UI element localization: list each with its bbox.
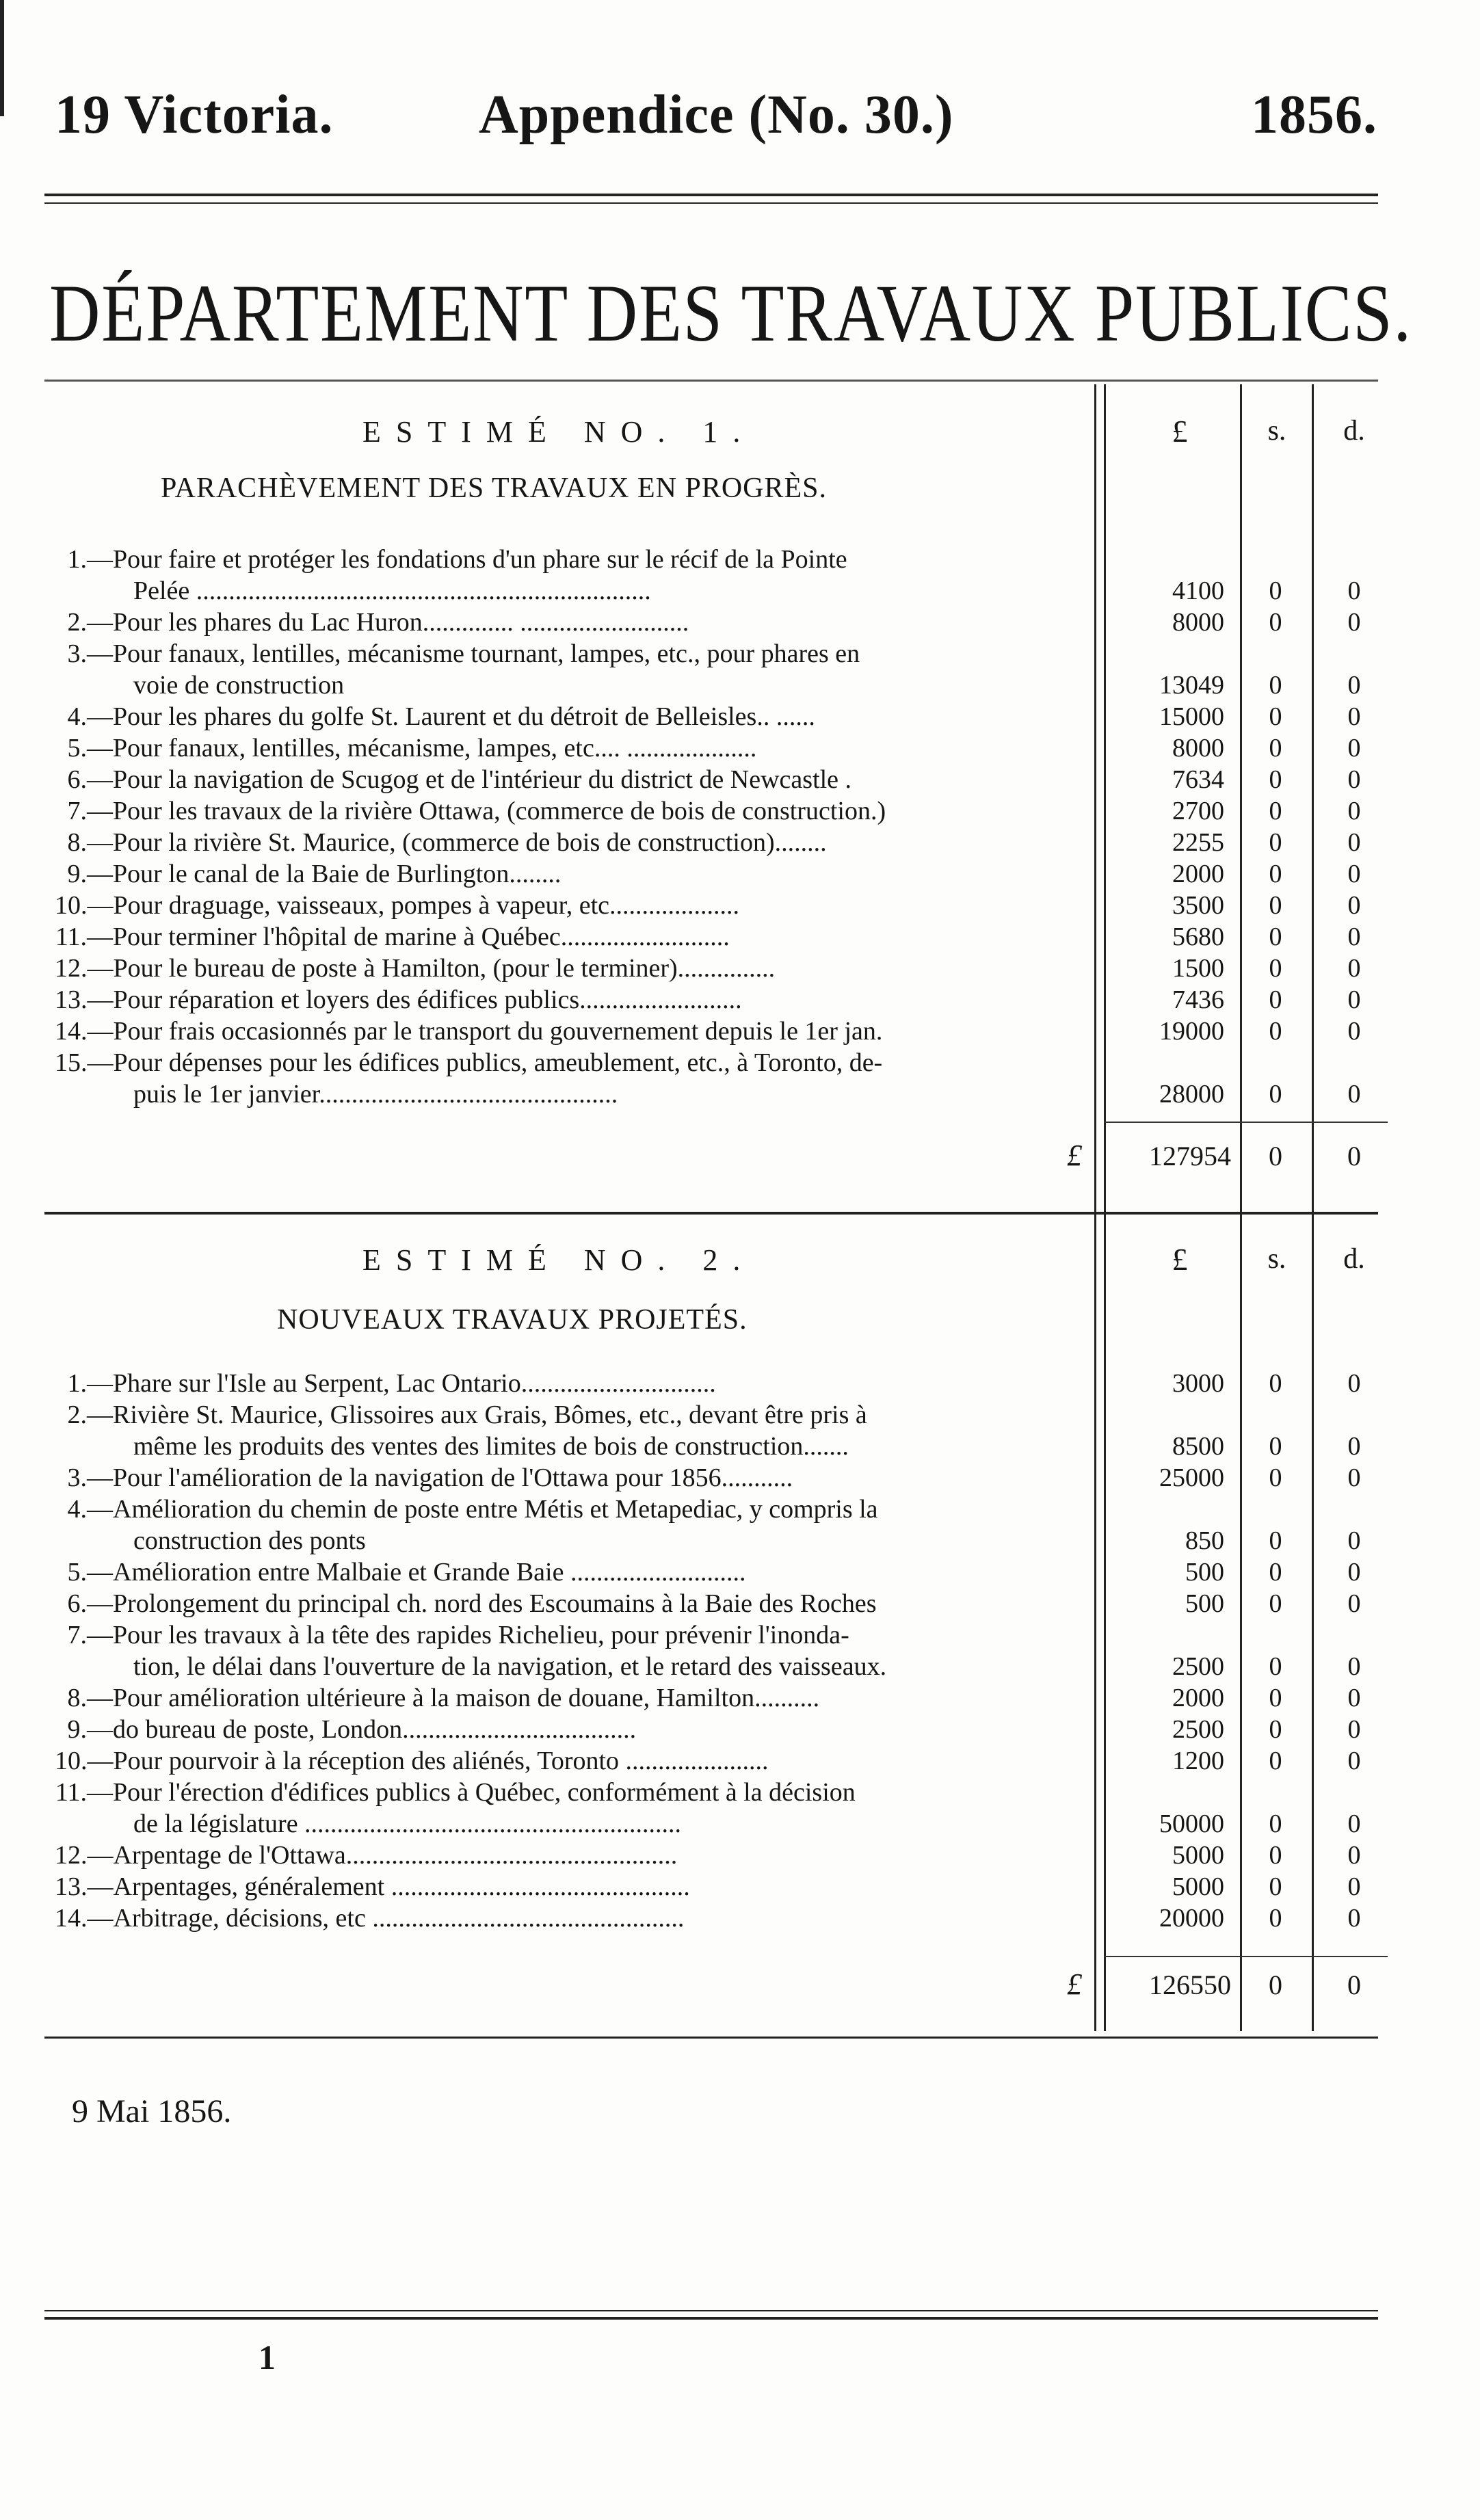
estimate2-subheading: NOUVEAUX TRAVAUX PROJETÉS. [277,1304,748,1336]
amount-shillings: 0 [1269,1589,1282,1618]
item-number: 10.— [55,1747,114,1775]
amount-shillings: 0 [1269,1747,1282,1775]
item-number: 2.— [67,1401,113,1429]
amount-pounds: 2700 [1172,797,1224,825]
title-rule [44,380,1378,382]
item-description: Pour les travaux à la tête des rapides Richelieu, pour prévenir l'inonda- [113,1621,849,1649]
estimate1-total-pence: 0 [1347,1141,1361,1171]
item-number: 14.— [55,1017,114,1046]
item-number: 10.— [55,891,114,920]
item-number: 5.— [67,1558,113,1587]
amount-pence: 0 [1347,1369,1361,1398]
estimate2-bottom-rule [44,2037,1378,2039]
estimate2-item [55,1368,1094,1399]
amount-pence: 0 [1347,702,1361,731]
item-number: 3.— [67,639,113,668]
amount-pence: 0 [1347,671,1361,700]
amount-pounds: 2000 [1172,860,1224,888]
item-description-continued: Pelée ...................................................................... [133,576,651,605]
item-number: 11.— [55,923,113,951]
item-description-continued: même les produits des ventes des limites de bois de construction....... [133,1432,849,1461]
item-description: Pour fanaux, lentilles, mécanisme, lampes, etc.... .................... [113,734,757,762]
amount-pounds: 850 [1185,1526,1224,1555]
estimate1-total-shillings: 0 [1269,1141,1282,1171]
header-rule-bottom [44,202,1378,204]
amount-shillings: 0 [1269,1369,1282,1398]
item-description: Pour amélioration ultérieure à la maison de douane, Hamilton.......... [113,1684,820,1712]
estimate1-heading: ESTIMÉ NO. 1. [362,415,756,449]
amount-shillings: 0 [1269,1715,1282,1744]
amount-shillings: 0 [1269,1526,1282,1555]
item-number: 12.— [55,1841,114,1870]
amount-pence: 0 [1347,1526,1361,1555]
amount-pence: 0 [1347,608,1361,637]
amount-pence: 0 [1347,860,1361,888]
footer-rule-bottom [44,2317,1378,2320]
estimate2-item [55,1745,1094,1777]
amount-pounds: 15000 [1159,702,1224,731]
page-title: DÉPARTEMENT DES TRAVAUX PUBLICS. [49,267,1412,358]
amount-pounds: 5680 [1172,923,1224,951]
amount-pence: 0 [1347,891,1361,920]
item-description: Pour dépenses pour les édifices publics, ameublement, etc., à Toronto, de- [113,1048,883,1077]
shillings-header: s. [1267,415,1286,447]
amount-shillings: 0 [1269,1684,1282,1712]
amount-pounds: 3500 [1172,891,1224,920]
item-number: 4.— [67,702,113,731]
item-number: 2.— [67,608,113,637]
amount-pence: 0 [1347,1080,1361,1109]
pence-header: d. [1343,415,1365,447]
amount-pence: 0 [1347,1809,1361,1838]
amount-shillings: 0 [1269,1432,1282,1461]
estimate1-total-pounds: 127954 [1149,1141,1231,1171]
estimate1-item [55,607,1094,638]
estimate1-item [55,1047,1094,1110]
amount-pounds: 2500 [1172,1652,1224,1681]
estimate2-item [55,1714,1094,1745]
estimate1-total-rule [1104,1122,1388,1123]
item-description-continued: de la législature .......................................................... [133,1809,682,1838]
item-description: Pour l'érection d'édifices publics à Québec, conformément à la décision [113,1778,856,1807]
amount-pounds: 2500 [1172,1715,1224,1744]
amount-shillings: 0 [1269,734,1282,762]
item-description-continued: voie de construction [133,671,345,700]
shillings-header-2: s. [1267,1243,1286,1275]
estimate2-item [55,1871,1094,1902]
item-description: Pour faire et protéger les fondations d'un phare sur le récif de la Pointe [113,545,847,574]
item-number: 1.— [67,1369,113,1398]
estimate2-heading: ESTIMÉ NO. 2. [362,1243,756,1277]
amount-pence: 0 [1347,1017,1361,1046]
amount-pence: 0 [1347,923,1361,951]
item-description-continued: tion, le délai dans l'ouverture de la navigation, et le retard des vaisseaux. [133,1652,887,1681]
item-description: Amélioration entre Malbaie et Grande Baie ........................... [113,1558,746,1587]
amount-pence: 0 [1347,797,1361,825]
estimate2-item [55,1556,1094,1588]
amount-pence: 0 [1347,1872,1361,1901]
amount-pence: 0 [1347,985,1361,1014]
item-description-continued: puis le 1er janvier.............................................. [133,1080,618,1109]
item-number: 12.— [55,954,114,983]
appendix-label: Appendice (No. 30.) [479,85,954,145]
amount-shillings: 0 [1269,765,1282,794]
item-description: Amélioration du chemin de poste entre Métis et Metapediac, y compris la [113,1495,878,1524]
item-description: Pour fanaux, lentilles, mécanisme tournant, lampes, etc., pour phares en [113,639,860,668]
amount-pounds: 19000 [1159,1017,1224,1046]
estimate2-item [55,1588,1094,1619]
item-number: 1.— [67,545,113,574]
amount-pounds: 500 [1185,1589,1224,1618]
item-number: 13.— [55,1872,114,1901]
column-divider-pounds-2 [1240,1219,1242,2031]
amount-shillings: 0 [1269,671,1282,700]
amount-pounds: 20000 [1159,1904,1224,1933]
item-description: Arpentages, généralement .............................................. [113,1872,690,1901]
estimate2-item [55,1494,1094,1556]
amount-shillings: 0 [1269,828,1282,857]
amount-pence: 0 [1347,1558,1361,1587]
estimate1-item [55,858,1094,890]
page-number: 1 [259,2338,276,2376]
amount-pounds: 5000 [1172,1841,1224,1870]
item-number: 4.— [67,1495,113,1524]
item-description: Pour draguage, vaisseaux, pompes à vapeur, etc.................... [113,891,740,920]
column-divider-shillings [1312,384,1314,1301]
amount-shillings: 0 [1269,891,1282,920]
column-divider-text-left [1094,384,1096,1301]
item-number: 9.— [67,1715,113,1744]
estimate-separator-rule [44,1212,1378,1215]
amount-pounds: 28000 [1159,1080,1224,1109]
estimate1-total-symbol: £ [1067,1139,1082,1172]
amount-pounds: 8000 [1172,734,1224,762]
item-description: do bureau de poste, London.................................... [113,1715,637,1744]
amount-pence: 0 [1347,828,1361,857]
amount-shillings: 0 [1269,1463,1282,1492]
amount-shillings: 0 [1269,985,1282,1014]
amount-pence: 0 [1347,734,1361,762]
amount-pounds: 1500 [1172,954,1224,983]
column-divider-pounds [1240,384,1242,1301]
scan-edge [0,0,4,116]
estimate2-item [55,1619,1094,1682]
estimate2-item [55,1777,1094,1840]
item-description: Phare sur l'Isle au Serpent, Lac Ontario.............................. [113,1369,716,1398]
amount-pence: 0 [1347,1589,1361,1618]
item-description-continued: construction des ponts [133,1526,366,1555]
estimate1-item [55,1016,1094,1047]
estimate2-item [55,1682,1094,1714]
column-divider-text-left-2 [1094,1219,1096,2031]
item-number: 6.— [67,765,113,794]
pence-header-2: d. [1343,1243,1365,1275]
amount-shillings: 0 [1269,923,1282,951]
amount-shillings: 0 [1269,797,1282,825]
item-description: Pour le canal de la Baie de Burlington........ [113,860,561,888]
item-description: Rivière St. Maurice, Glissoires aux Grais, Bômes, etc., devant être pris à [113,1401,867,1429]
amount-shillings: 0 [1269,608,1282,637]
estimate1-item [55,953,1094,984]
amount-pence: 0 [1347,1463,1361,1492]
item-description: Pour le bureau de poste à Hamilton, (pour le terminer)............... [113,954,776,983]
amount-pounds: 5000 [1172,1872,1224,1901]
estimate1-item [55,732,1094,764]
session-label: 19 Victoria. [55,85,334,145]
amount-pounds: 7436 [1172,985,1224,1014]
estimate2-total-rule [1104,1956,1388,1957]
item-description: Pour la rivière St. Maurice, (commerce de bois de construction)........ [113,828,827,857]
estimate1-item [55,795,1094,827]
amount-pounds: 1200 [1172,1747,1224,1775]
amount-pounds: 8000 [1172,608,1224,637]
amount-shillings: 0 [1269,1841,1282,1870]
estimate1-item [55,544,1094,607]
item-number: 6.— [67,1589,113,1618]
amount-pence: 0 [1347,1904,1361,1933]
item-number: 15.— [55,1048,114,1077]
estimate2-item [55,1902,1094,1934]
amount-pounds: 13049 [1159,671,1224,700]
item-number: 8.— [67,1684,113,1712]
signature-date: 9 Mai 1856. [72,2093,232,2130]
amount-pence: 0 [1347,954,1361,983]
item-description: Prolongement du principal ch. nord des Escoumains à la Baie des Roches [113,1589,877,1618]
amount-pounds: 4100 [1172,576,1224,605]
amount-pence: 0 [1347,1684,1361,1712]
amount-pounds: 2255 [1172,828,1224,857]
item-number: 5.— [67,734,113,762]
amount-pounds: 3000 [1172,1369,1224,1398]
item-description: Pour la navigation de Scugog et de l'intérieur du district de Newcastle . [113,765,852,794]
amount-shillings: 0 [1269,860,1282,888]
estimate1-item [55,921,1094,953]
item-description: Pour les phares du Lac Huron.............. .......................... [113,608,689,637]
amount-shillings: 0 [1269,1872,1282,1901]
column-divider-shillings-2 [1312,1219,1314,2031]
column-divider-text-right-2 [1104,1219,1106,2031]
estimate2-total-pence: 0 [1347,1969,1361,2000]
amount-pence: 0 [1347,576,1361,605]
amount-pounds: 8500 [1172,1432,1224,1461]
item-number: 7.— [67,1621,113,1649]
amount-shillings: 0 [1269,576,1282,605]
amount-shillings: 0 [1269,1652,1282,1681]
amount-pounds: 2000 [1172,1684,1224,1712]
item-description: Arbitrage, décisions, etc ................................................ [113,1904,685,1933]
estimate1-item [55,638,1094,701]
estimate1-item [55,827,1094,858]
amount-pounds: 25000 [1159,1463,1224,1492]
amount-pence: 0 [1347,1715,1361,1744]
item-description: Pour terminer l'hôpital de marine à Québec.......................... [113,923,730,951]
estimate2-total-pounds: 126550 [1149,1969,1231,2000]
estimate1-item [55,890,1094,921]
item-number: 13.— [55,985,114,1014]
item-number: 11.— [55,1778,113,1807]
estimate1-item [55,764,1094,795]
item-description: Pour l'amélioration de la navigation de l'Ottawa pour 1856........... [113,1463,793,1492]
amount-shillings: 0 [1269,1017,1282,1046]
item-number: 9.— [67,860,113,888]
amount-pence: 0 [1347,1747,1361,1775]
amount-pounds: 500 [1185,1558,1224,1587]
amount-pounds: 7634 [1172,765,1224,794]
amount-shillings: 0 [1269,954,1282,983]
year-label: 1856. [1251,85,1377,145]
pounds-header: £ [1172,414,1188,449]
amount-shillings: 0 [1269,1809,1282,1838]
estimate1-item [55,701,1094,732]
estimate2-item [55,1462,1094,1494]
amount-shillings: 0 [1269,1080,1282,1109]
amount-pounds: 50000 [1159,1809,1224,1838]
amount-pence: 0 [1347,1841,1361,1870]
item-description: Pour pourvoir à la réception des aliénés, Toronto ...................... [113,1747,769,1775]
item-description: Pour réparation et loyers des édifices publics......................... [113,985,742,1014]
item-description: Pour les phares du golfe St. Laurent et du détroit de Belleisles.. ...... [113,702,815,731]
estimate1-item [55,984,1094,1016]
item-description: Pour les travaux de la rivière Ottawa, (commerce de bois de construction.) [113,797,886,825]
amount-pence: 0 [1347,765,1361,794]
amount-shillings: 0 [1269,1558,1282,1587]
amount-shillings: 0 [1269,702,1282,731]
estimate2-total-shillings: 0 [1269,1969,1282,2000]
item-number: 8.— [67,828,113,857]
amount-pence: 0 [1347,1652,1361,1681]
amount-shillings: 0 [1269,1904,1282,1933]
item-number: 7.— [67,797,113,825]
item-number: 3.— [67,1463,113,1492]
pounds-header-2: £ [1172,1242,1188,1277]
estimate2-item [55,1840,1094,1871]
footer-rule-top [44,2310,1378,2311]
header-rule-top [44,194,1378,196]
item-number: 14.— [55,1904,114,1933]
estimate2-item [55,1399,1094,1462]
column-divider-text-right [1104,384,1106,1301]
estimate2-total-symbol: £ [1067,1967,1082,2001]
estimate1-subheading: PARACHÈVEMENT DES TRAVAUX EN PROGRÈS. [161,473,828,504]
item-description: Arpentage de l'Ottawa................................................... [113,1841,678,1870]
item-description: Pour frais occasionnés par le transport du gouvernement depuis le 1er jan. [113,1017,883,1046]
amount-pence: 0 [1347,1432,1361,1461]
